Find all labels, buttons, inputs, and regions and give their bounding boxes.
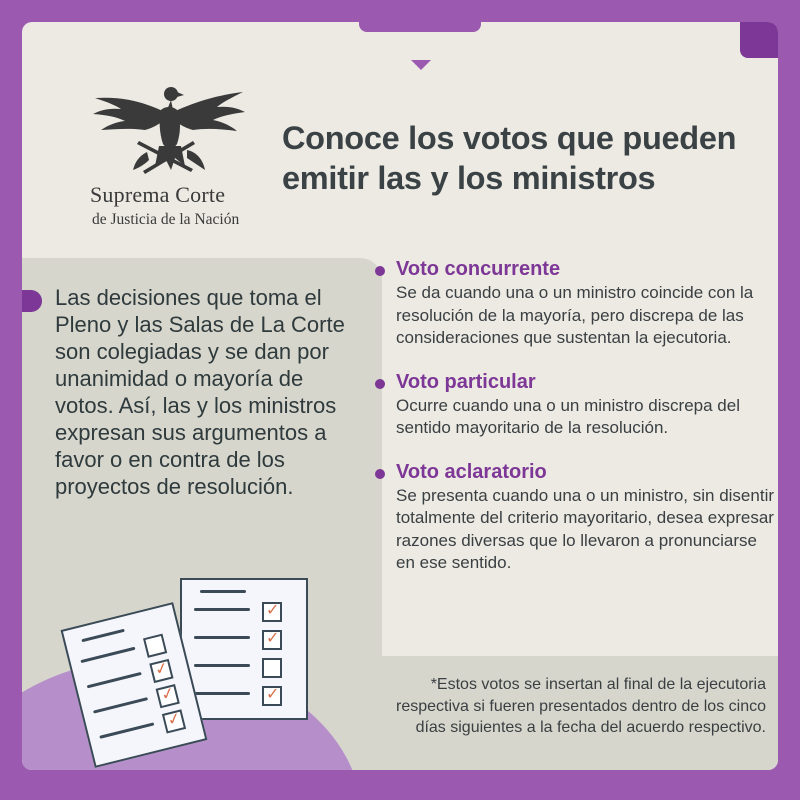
bullet-icon <box>375 379 385 389</box>
checkmark-icon: ✓ <box>152 657 171 680</box>
bullet-icon <box>375 469 385 479</box>
infographic-card <box>22 22 778 770</box>
vote-description: Se da cuando una o un ministro coincide con la resolución de la mayoría, pero discrepa de las consideraciones que sustentan la ejecutoria. <box>396 283 754 347</box>
vote-list <box>370 257 778 595</box>
corner-tab <box>740 22 778 58</box>
brand-subtitle: de Justicia de la Nación <box>92 211 240 228</box>
scjn-logo <box>82 74 257 234</box>
checklist-paper-icon <box>180 578 308 720</box>
vote-description: Se presenta cuando una o un ministro, sin disentir totalmente del criterio mayoritario, desea expresar razones diversas que lo llevaron a pronunciarse en ese sentido. <box>396 485 775 572</box>
intro-text: Las decisiones que toma el Pleno y las Salas de La Corte son colegiadas y se dan por unanimidad o mayoría de votos. Así, las y los ministros expresan sus argumentos a favor o en contra de los proyectos de resolución. <box>55 285 345 499</box>
top-notch <box>359 22 481 32</box>
vote-item-particular <box>370 370 778 440</box>
checkmark-icon: ✓ <box>266 684 280 703</box>
page-title: Conoce los votos que pueden emitir las y los ministros <box>282 120 737 196</box>
bullet-icon <box>375 266 385 276</box>
checkmark-icon: ✓ <box>158 682 177 705</box>
vote-title: Voto aclaratorio <box>396 460 547 483</box>
footnote-text: *Estos votos se insertan al final de la ejecutoria respectiva si fueren presentados dentro de los cinco días siguientes a la fecha del acuerdo respectivo. <box>396 676 766 736</box>
checkmark-icon: ✓ <box>266 628 280 647</box>
vote-description: Ocurre cuando una o un ministro discrepa del sentido mayoritario de la resolución. <box>396 395 740 437</box>
eagle-emblem-icon <box>87 74 247 179</box>
vote-title: Voto concurrente <box>396 258 561 280</box>
vote-title: Voto particular <box>396 370 536 393</box>
intro-panel <box>22 258 382 770</box>
vote-item-aclaratorio <box>370 460 778 575</box>
brand-name: Suprema Corte <box>90 182 226 207</box>
panel-tab-marker <box>22 290 42 312</box>
down-arrow-icon <box>411 60 431 70</box>
footnote-box <box>370 656 778 770</box>
vote-item-concurrente <box>370 257 778 350</box>
checkmark-icon: ✓ <box>165 707 183 730</box>
checkmark-icon: ✓ <box>266 600 280 619</box>
